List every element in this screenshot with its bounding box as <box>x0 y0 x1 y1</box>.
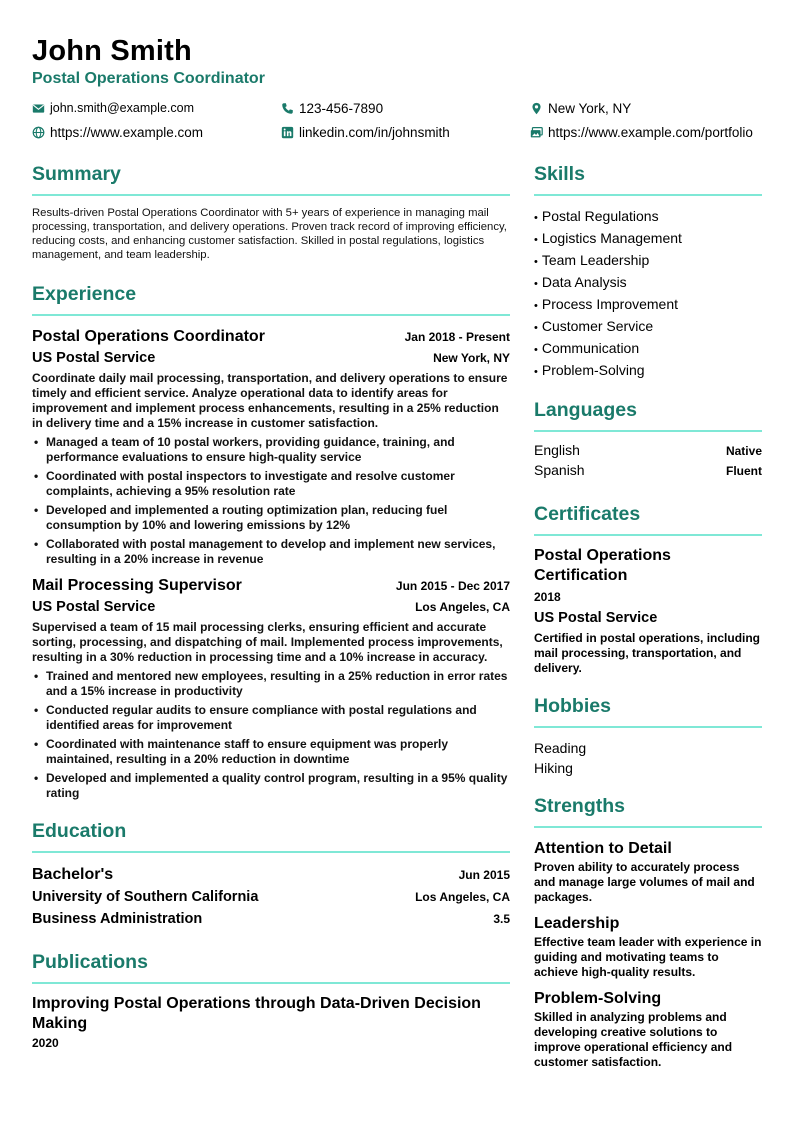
strength-description: Skilled in analyzing problems and developing creative solutions to improve operational efficiency and customer satisfaction. <box>534 1010 733 1069</box>
education-location: Los Angeles, CA <box>415 890 510 904</box>
languages-section <box>534 396 762 482</box>
job-location: Los Angeles, CA <box>415 600 510 614</box>
publication-title: Improving Postal Operations through Data-Driven Decision Making <box>32 995 481 1032</box>
section-title-skills: Skills <box>534 163 585 185</box>
left-column <box>32 160 510 1052</box>
section-divider <box>534 194 762 196</box>
skill-item: • Data Analysis <box>534 274 627 290</box>
achievement-item: • Conducted regular audits to ensure compliance with postal regulations and identified areas for improvement <box>32 703 510 733</box>
achievement-item: • Trained and mentored new employees, resulting in a 25% reduction in error rates and a 15% increase in productivity <box>32 669 510 699</box>
skills-section <box>534 160 762 382</box>
education-school: University of Southern California <box>32 889 259 905</box>
skills-list <box>534 206 762 382</box>
strength-description: Proven ability to accurately process and manage large volumes of mail and packages. <box>534 860 755 904</box>
contact-linkedin-text: linkedin.com/in/johnsmith <box>299 124 450 140</box>
hobbies-section <box>534 692 762 778</box>
candidate-title: Postal Operations Coordinator <box>32 70 265 87</box>
achievement-item: • Coordinated with maintenance staff to ensure equipment was properly maintained, resulting in a 20% reduction in downtime <box>32 737 510 767</box>
language-name: Spanish <box>534 462 585 478</box>
globe-icon <box>32 126 45 139</box>
publications-section <box>32 948 510 1052</box>
skill-item: • Team Leadership <box>534 252 650 268</box>
contact-email[interactable] <box>32 101 281 115</box>
experience-section <box>32 280 510 801</box>
contact-location <box>530 101 631 116</box>
job-date: Jun 2015 - Dec 2017 <box>395 579 510 593</box>
hobby-item: Reading <box>534 740 587 756</box>
contact-website[interactable] <box>32 125 281 140</box>
skill-item: • Process Improvement <box>534 296 679 312</box>
section-title-summary: Summary <box>32 163 121 185</box>
contact-portfolio-text: https://www.example.com/portfolio <box>548 124 753 140</box>
skill-item: • Communication <box>534 340 640 356</box>
achievement-item: • Developed and implemented a quality control program, resulting in a 95% quality rating <box>32 771 510 801</box>
publication-year: 2020 <box>32 1036 59 1050</box>
skill-item: • Logistics Management <box>534 230 682 246</box>
skill-item: • Postal Regulations <box>534 208 659 224</box>
section-title-languages: Languages <box>534 399 637 421</box>
section-divider <box>534 826 762 828</box>
right-column <box>534 160 762 1078</box>
language-row <box>534 462 762 482</box>
section-title-hobbies: Hobbies <box>534 695 611 717</box>
job-title: Mail Processing Supervisor <box>32 577 242 594</box>
section-divider <box>534 534 762 536</box>
job-achievements <box>32 669 510 801</box>
achievement-item: • Managed a team of 10 postal workers, providing guidance, training, and performance evaluations to ensure high-quality service <box>32 435 510 465</box>
job-achievements <box>32 435 510 567</box>
job-location: New York, NY <box>433 351 510 365</box>
certificate-issuer: US Postal Service <box>534 610 658 626</box>
job-entry <box>32 575 510 801</box>
job-date: Jan 2018 - Present <box>404 330 510 344</box>
section-divider <box>32 194 510 196</box>
strength-title: Problem-Solving <box>534 990 662 1007</box>
section-divider <box>534 726 762 728</box>
language-level: Fluent <box>726 464 762 478</box>
candidate-name: John Smith <box>32 35 192 67</box>
job-title: Postal Operations Coordinator <box>32 328 265 345</box>
job-description: Coordinate daily mail processing, transportation, and delivery operations to ensure timely and efficient service. Analyze operational data to identify areas for improvement and implement process enhancements, resulting in a 25% reduction in delivery time and a 15% increase in customer satisfaction. <box>32 371 508 430</box>
section-divider <box>32 851 510 853</box>
section-divider <box>32 314 510 316</box>
achievement-item: • Developed and implemented a routing optimization plan, reducing fuel consumption by 10% and lowering emissions by 12% <box>32 503 510 533</box>
contact-info <box>32 96 772 144</box>
job-entry <box>32 326 510 567</box>
summary-text: Results-driven Postal Operations Coordinator with 5+ years of experience in managing mail processing, transportation, and delivery operations. Proven track record of improving efficiency, reducing costs, and enhancing customer satisfaction. Skilled in postal regulations, logistics management, and team leadership. <box>32 207 507 261</box>
resume-header <box>32 34 772 90</box>
section-title-experience: Experience <box>32 283 137 305</box>
education-degree: Bachelor's <box>32 866 114 883</box>
contact-website-text: https://www.example.com <box>50 124 204 140</box>
portfolio-icon <box>530 126 543 139</box>
education-section <box>32 817 510 930</box>
job-description: Supervised a team of 15 mail processing clerks, ensuring efficient and accurate sorting, processing, and dispatching of mail. Implemented process improvements, resulting in a 30% reduction in processing time and a 10% increase in accuracy. <box>32 620 503 664</box>
contact-phone[interactable] <box>281 101 530 116</box>
skill-item: • Problem-Solving <box>534 362 645 378</box>
contact-phone-text: 123-456-7890 <box>299 100 384 116</box>
contact-email-text: john.smith@example.com <box>50 101 194 115</box>
contact-linkedin[interactable] <box>281 125 530 140</box>
strength-title: Attention to Detail <box>534 840 672 857</box>
language-name: English <box>534 442 580 458</box>
hobby-item: Hiking <box>534 760 573 776</box>
achievement-item: • Collaborated with postal management to develop and implement new services, resulting in a 20% increase in revenue <box>32 537 510 567</box>
education-gpa: 3.5 <box>493 912 510 926</box>
certificates-section <box>534 500 762 676</box>
envelope-icon <box>32 102 45 115</box>
certificate-year: 2018 <box>534 590 561 604</box>
job-organization: US Postal Service <box>32 599 156 615</box>
summary-section <box>32 160 510 262</box>
section-title-strengths: Strengths <box>534 795 626 817</box>
map-pin-icon <box>530 102 543 115</box>
education-date: Jun 2015 <box>458 868 510 882</box>
strengths-section <box>534 792 762 1070</box>
certificate-description: Certified in postal operations, including mail processing, transportation, and delivery. <box>534 631 761 675</box>
section-title-certificates: Certificates <box>534 503 641 525</box>
section-title-education: Education <box>32 820 127 842</box>
language-level: Native <box>725 444 762 458</box>
achievement-item: • Coordinated with postal inspectors to investigate and resolve customer complaints, achieving a 95% resolution rate <box>32 469 510 499</box>
skill-item: • Customer Service <box>534 318 654 334</box>
strength-title: Leadership <box>534 915 620 932</box>
phone-icon <box>281 102 294 115</box>
education-field: Business Administration <box>32 911 203 927</box>
contact-location-text: New York, NY <box>548 100 632 116</box>
contact-portfolio[interactable] <box>530 125 753 140</box>
section-divider <box>32 982 510 984</box>
job-organization: US Postal Service <box>32 350 156 366</box>
section-divider <box>534 430 762 432</box>
language-row <box>534 442 762 462</box>
section-title-publications: Publications <box>32 951 148 973</box>
linkedin-icon <box>281 126 294 139</box>
strength-description: Effective team leader with experience in guiding and motivating teams to achieve high-quality results. <box>534 935 762 979</box>
certificate-name: Postal Operations Certification <box>534 547 671 584</box>
